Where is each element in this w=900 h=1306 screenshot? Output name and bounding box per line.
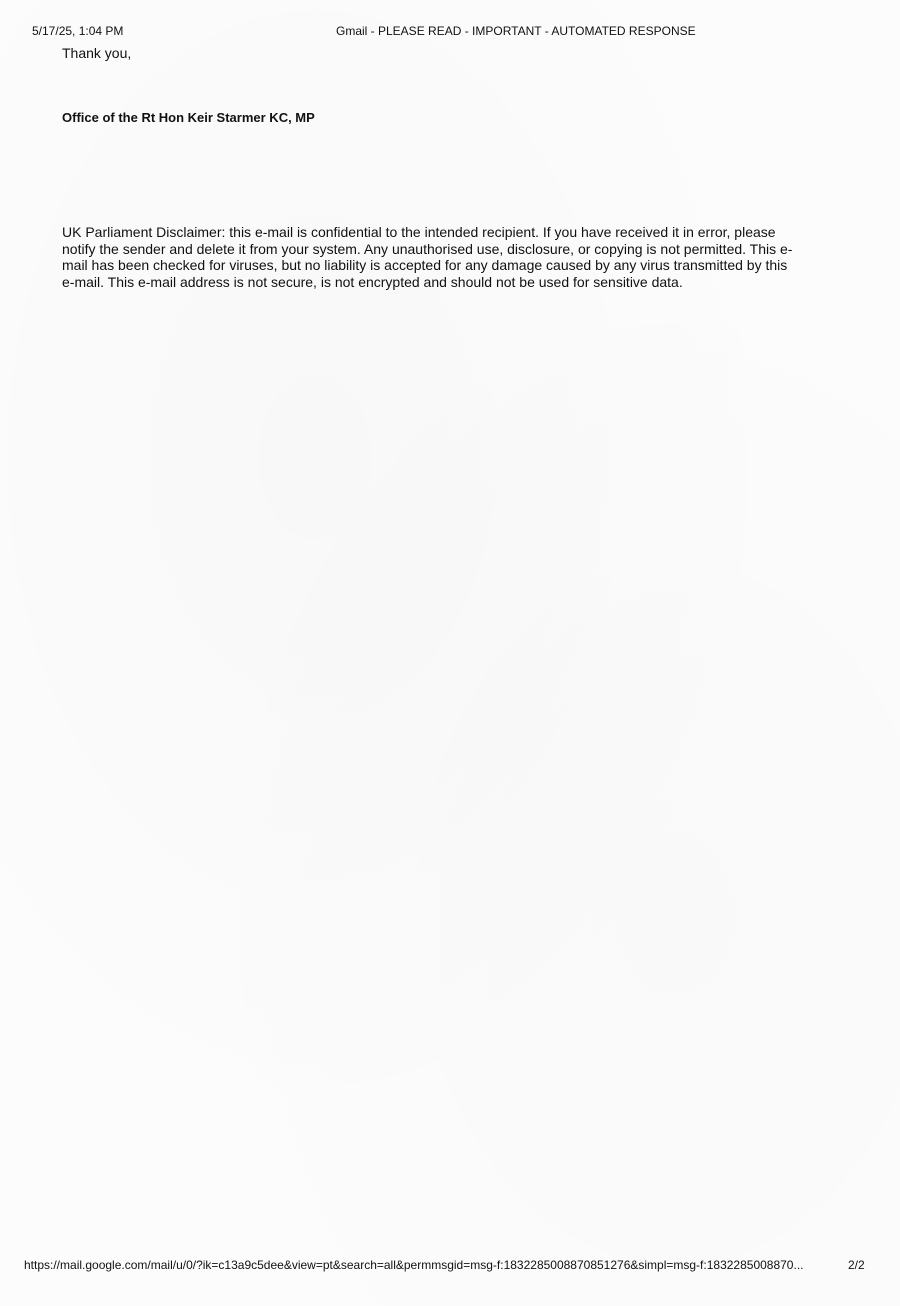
disclaimer-line: e-mail. This e-mail address is not secure, is not encrypted and should not be used for sensitive data. <box>62 273 683 290</box>
disclaimer-paragraph <box>62 224 852 290</box>
print-header-title: Gmail - PLEASE READ - IMPORTANT - AUTOMATED RESPONSE <box>336 24 696 38</box>
disclaimer-line: notify the sender and delete it from your system. Any unauthorised use, disclosure, or copying is not permitted. This e- <box>62 240 793 257</box>
email-closing: Thank you, <box>62 45 132 61</box>
page-number: 2/2 <box>848 1258 865 1272</box>
print-datetime: 5/17/25, 1:04 PM <box>32 24 124 38</box>
disclaimer-line: UK Parliament Disclaimer: this e-mail is confidential to the intended recipient. If you have received it in error, please <box>62 224 776 240</box>
disclaimer-line: mail has been checked for viruses, but no liability is accepted for any damage caused by any virus transmitted by this <box>62 257 788 273</box>
print-footer-url: https://mail.google.com/mail/u/0/?ik=c13a9c5dee&view=pt&search=all&permmsgid=msg-f:1832285008870851276&simpl=msg-f:1832285008870... <box>24 1258 804 1272</box>
email-signature: Office of the Rt Hon Keir Starmer KC, MP <box>62 110 315 125</box>
